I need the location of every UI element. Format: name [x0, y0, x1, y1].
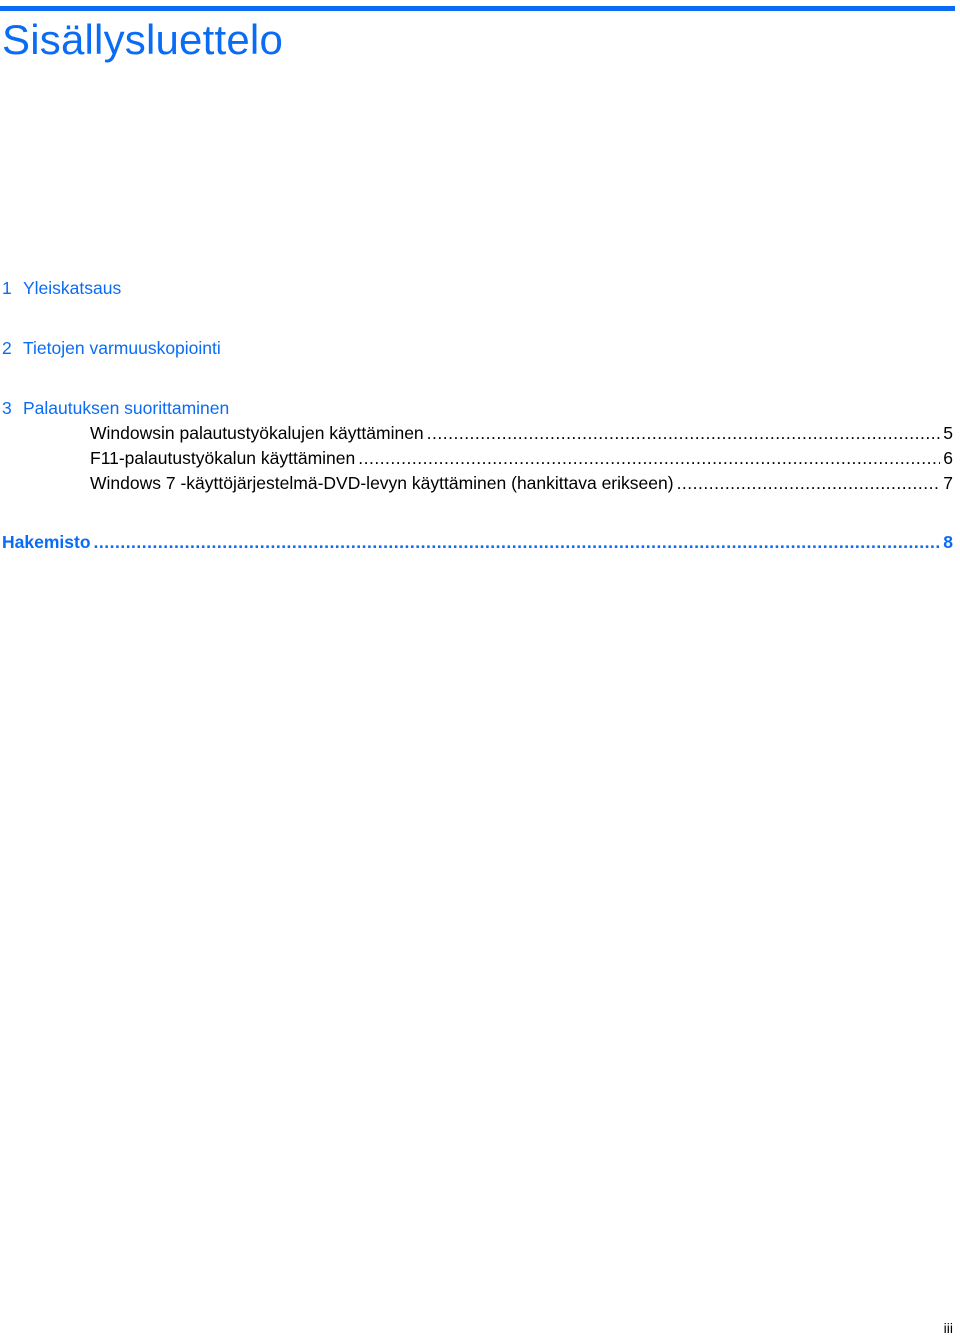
chapter-number: 2: [2, 338, 12, 358]
toc-chapter-1[interactable]: [2, 277, 121, 299]
chapter-title: Palautuksen suorittaminen: [23, 398, 230, 418]
toc-index[interactable]: [2, 531, 953, 553]
dot-leader: [358, 447, 940, 469]
section-page-number: 6: [943, 448, 953, 468]
toc-chapter-3[interactable]: [2, 397, 229, 419]
section-title: Windowsin palautustyökalujen käyttäminen: [90, 423, 424, 443]
dot-leader: [94, 531, 941, 553]
dot-leader: [677, 472, 941, 494]
chapter-number: 3: [2, 398, 12, 418]
index-title: Hakemisto: [2, 532, 91, 552]
toc-section-windows7-dvd[interactable]: [90, 472, 953, 494]
section-page-number: 5: [943, 423, 953, 443]
section-title: F11-palautustyökalun käyttäminen: [90, 448, 356, 468]
index-page-number: 8: [943, 532, 953, 552]
section-title: Windows 7 -käyttöjärjestelmä-DVD-levyn käyttäminen (hankittava erikseen): [90, 473, 674, 493]
footer-page-number: iii: [943, 1320, 953, 1336]
chapter-number: 1: [2, 278, 12, 298]
toc-chapter-2[interactable]: [2, 337, 221, 359]
chapter-title: Yleiskatsaus: [23, 278, 122, 298]
page-title: Sisällysluettelo: [2, 16, 283, 63]
header-rule: [0, 6, 955, 11]
dot-leader: [427, 422, 941, 444]
toc-section-windows-recovery-tools[interactable]: [90, 422, 953, 444]
chapter-title: Tietojen varmuuskopiointi: [23, 338, 221, 358]
section-page-number: 7: [943, 473, 953, 493]
toc-section-f11-recovery[interactable]: [90, 447, 953, 469]
